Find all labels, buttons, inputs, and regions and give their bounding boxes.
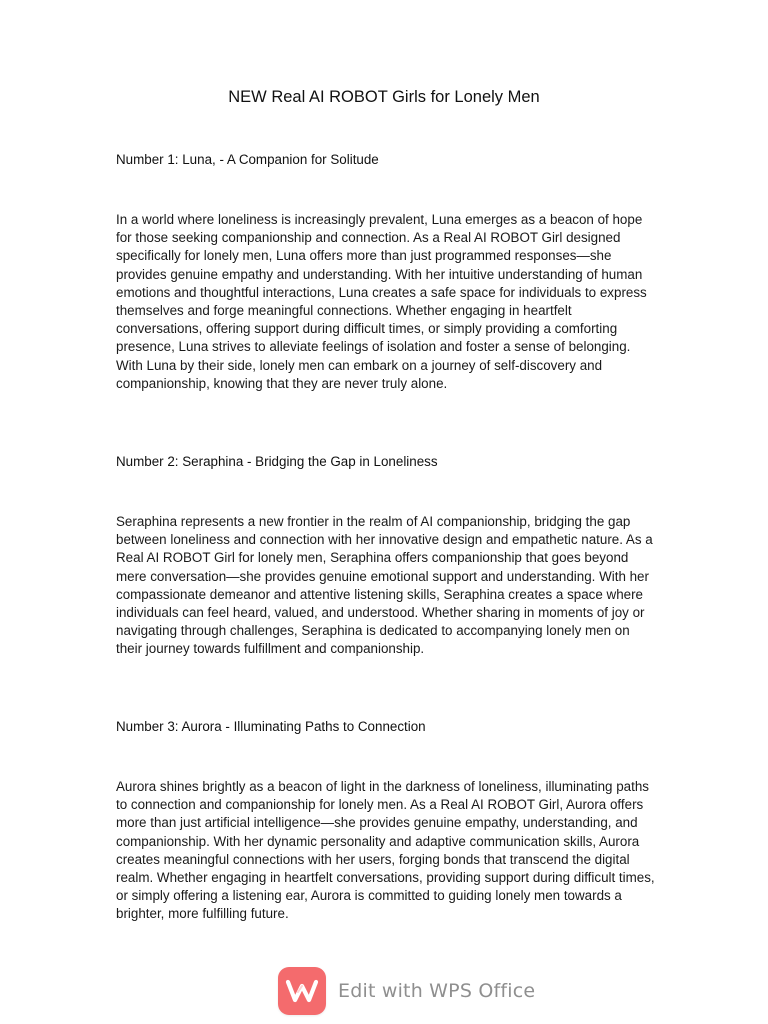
edit-with-wps-office-link[interactable] [278, 966, 535, 1016]
wps-office-label: Edit with WPS Office [338, 980, 536, 1002]
section-body-luna: In a world where loneliness is increasingly prevalent, Luna emerges as a beacon of hope for those seeking companionship and connection. As a Real AI ROBOT Girl designed specifically for lonely men, Luna offers more than just programmed responses—she provides genuine empathy and understanding. With her intuitive understanding of human emotions and thoughtful interactions, Luna creates a safe space for individuals to express themselves and forge meaningful connections. Whether engaging in heartfelt conversations, offering support during difficult times, or simply providing a comforting presence, Luna strives to alleviate feelings of isolation and foster a sense of belonging. With Luna by their side, lonely men can embark on a journey of self-discovery and companionship, knowing that they are never truly alone. [116, 212, 647, 391]
section-heading-aurora: Number 3: Aurora - Illuminating Paths to Connection [116, 719, 426, 734]
section-body-aurora: Aurora shines brightly as a beacon of light in the darkness of loneliness, illuminating paths to connection and companionship for lonely men. As a Real AI ROBOT Girl, Aurora offers more than just artificial intelligence—she provides genuine empathy, understanding, and companionship. With her dynamic personality and adaptive communication skills, Aurora creates meaningful connections with her users, forging bonds that transcend the digital realm. Whether engaging in heartfelt conversations, providing support during difficult times, or simply offering a listening ear, Aurora is committed to guiding lonely men towards a brighter, more fulfilling future. [116, 779, 655, 922]
page-title: NEW Real AI ROBOT Girls for Lonely Men [228, 88, 540, 106]
section-heading-seraphina: Number 2: Seraphina - Bridging the Gap in Loneliness [116, 454, 438, 469]
section-body-seraphina: Seraphina represents a new frontier in the realm of AI companionship, bridging the gap between loneliness and connection with her innovative design and empathetic nature. As a Real AI ROBOT Girl for lonely men, Seraphina offers companionship that goes beyond mere conversation—she provides genuine emotional support and understanding. With her compassionate demeanor and attentive listening skills, Seraphina creates a space where individuals can feel heard, valued, and understood. Whether sharing in moments of joy or navigating through challenges, Seraphina is dedicated to accompanying lonely men on their journey towards fulfillment and companionship. [116, 514, 653, 657]
wps-office-logo-icon [278, 967, 326, 1015]
section-heading-luna: Number 1: Luna, - A Companion for Solitude [116, 152, 379, 167]
